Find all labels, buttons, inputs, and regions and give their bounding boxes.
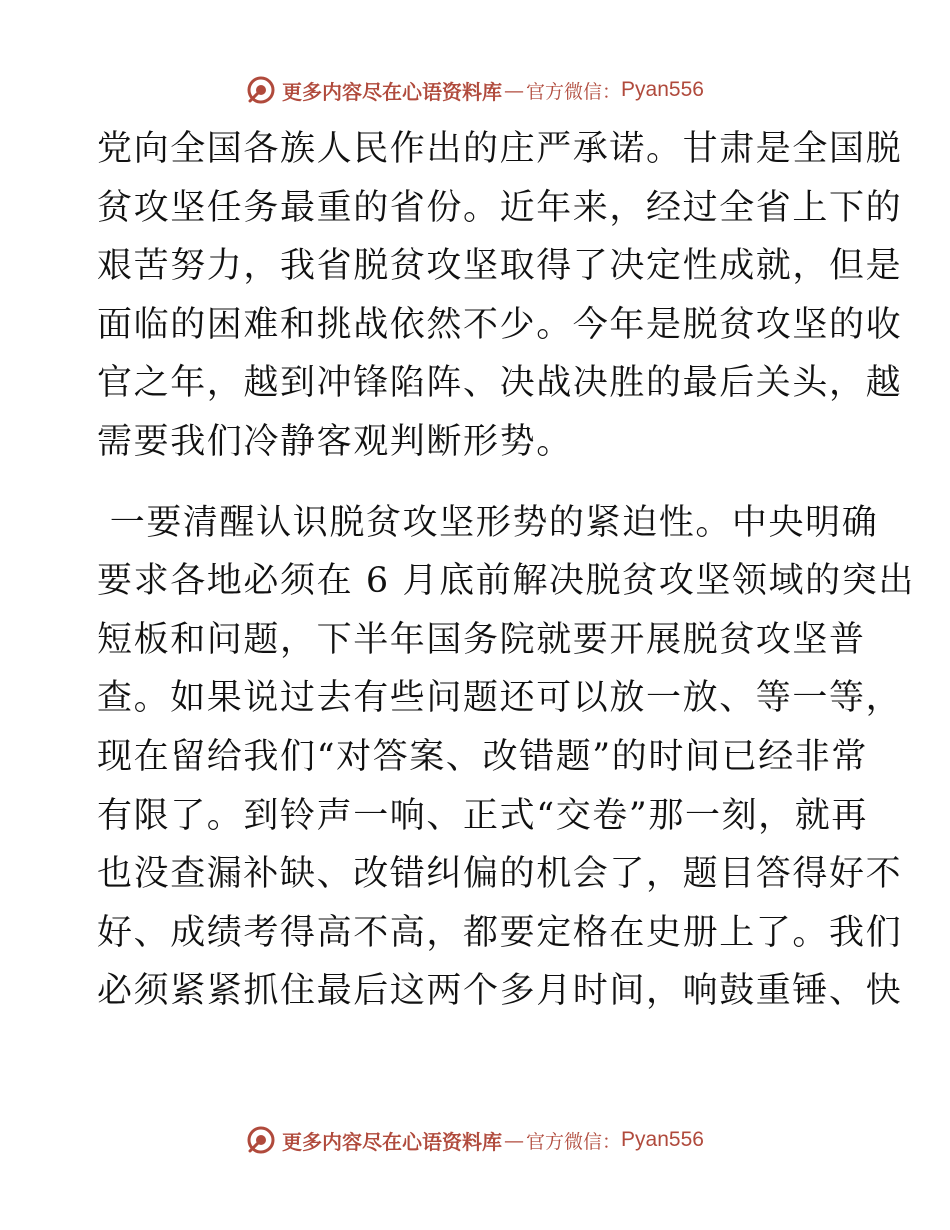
footer-banner-official-label: 官方微信： xyxy=(526,1130,622,1153)
header-banner-dash: — xyxy=(504,78,525,102)
text-line: 也没查漏补缺、改错纠偏的机会了，题目答得好不 xyxy=(97,854,903,895)
text-line: 有限了。到铃声一响、正式“交卷”那一刻，就再 xyxy=(97,795,868,836)
text-line: 一要清醒认识脱贫攻坚形势的紧迫性。中央明确 xyxy=(97,502,879,543)
header-banner-wechat-id: Pyan556 xyxy=(621,78,704,101)
paragraph-1 xyxy=(97,120,903,472)
text-line: 要求各地必须在 6 月底前解决脱贫攻坚领域的突出 xyxy=(97,561,915,602)
text-line: 查。如果说过去有些问题还可以放一放、等一等， xyxy=(97,678,903,719)
logo-icon xyxy=(246,75,276,105)
text-line: 党向全国各族人民作出的庄严承诺。甘肃是全国脱 xyxy=(97,129,903,169)
footer-watermark-banner xyxy=(0,1122,950,1158)
header-banner-text: 更多内容尽在心语资料库 xyxy=(282,79,503,104)
text-line: 贫攻坚任务最重的省份。近年来，经过全省上下的 xyxy=(97,187,903,228)
logo-icon xyxy=(246,1125,276,1155)
text-line: 官之年，越到冲锋陷阵、决战决胜的最后关头，越 xyxy=(97,363,903,404)
paragraph-2 xyxy=(97,494,915,1021)
footer-banner-wechat-id: Pyan556 xyxy=(621,1128,704,1151)
text-line: 好、成绩考得高不高，都要定格在史册上了。我们 xyxy=(97,912,903,953)
text-line: 现在留给我们“对答案、改错题”的时间已经非常 xyxy=(97,736,868,777)
header-watermark-banner xyxy=(0,72,950,108)
text-line: 短板和问题，下半年国务院就要开展脱贫攻坚普 xyxy=(97,619,866,660)
text-line: 必须紧紧抓住最后这两个多月时间，响鼓重锤、快 xyxy=(97,971,903,1012)
text-line: 面临的困难和挑战依然不少。今年是脱贫攻坚的收 xyxy=(97,304,903,345)
header-banner-official-label: 官方微信： xyxy=(526,80,622,103)
text-line: 艰苦努力，我省脱贫攻坚取得了决定性成就，但是 xyxy=(97,246,903,287)
paragraph-gap xyxy=(97,472,857,494)
footer-banner-dash: — xyxy=(504,1128,525,1152)
footer-banner-text: 更多内容尽在心语资料库 xyxy=(282,1129,503,1154)
text-line: 需要我们冷静客观判断形势。 xyxy=(97,421,573,462)
document-body xyxy=(97,120,915,1021)
